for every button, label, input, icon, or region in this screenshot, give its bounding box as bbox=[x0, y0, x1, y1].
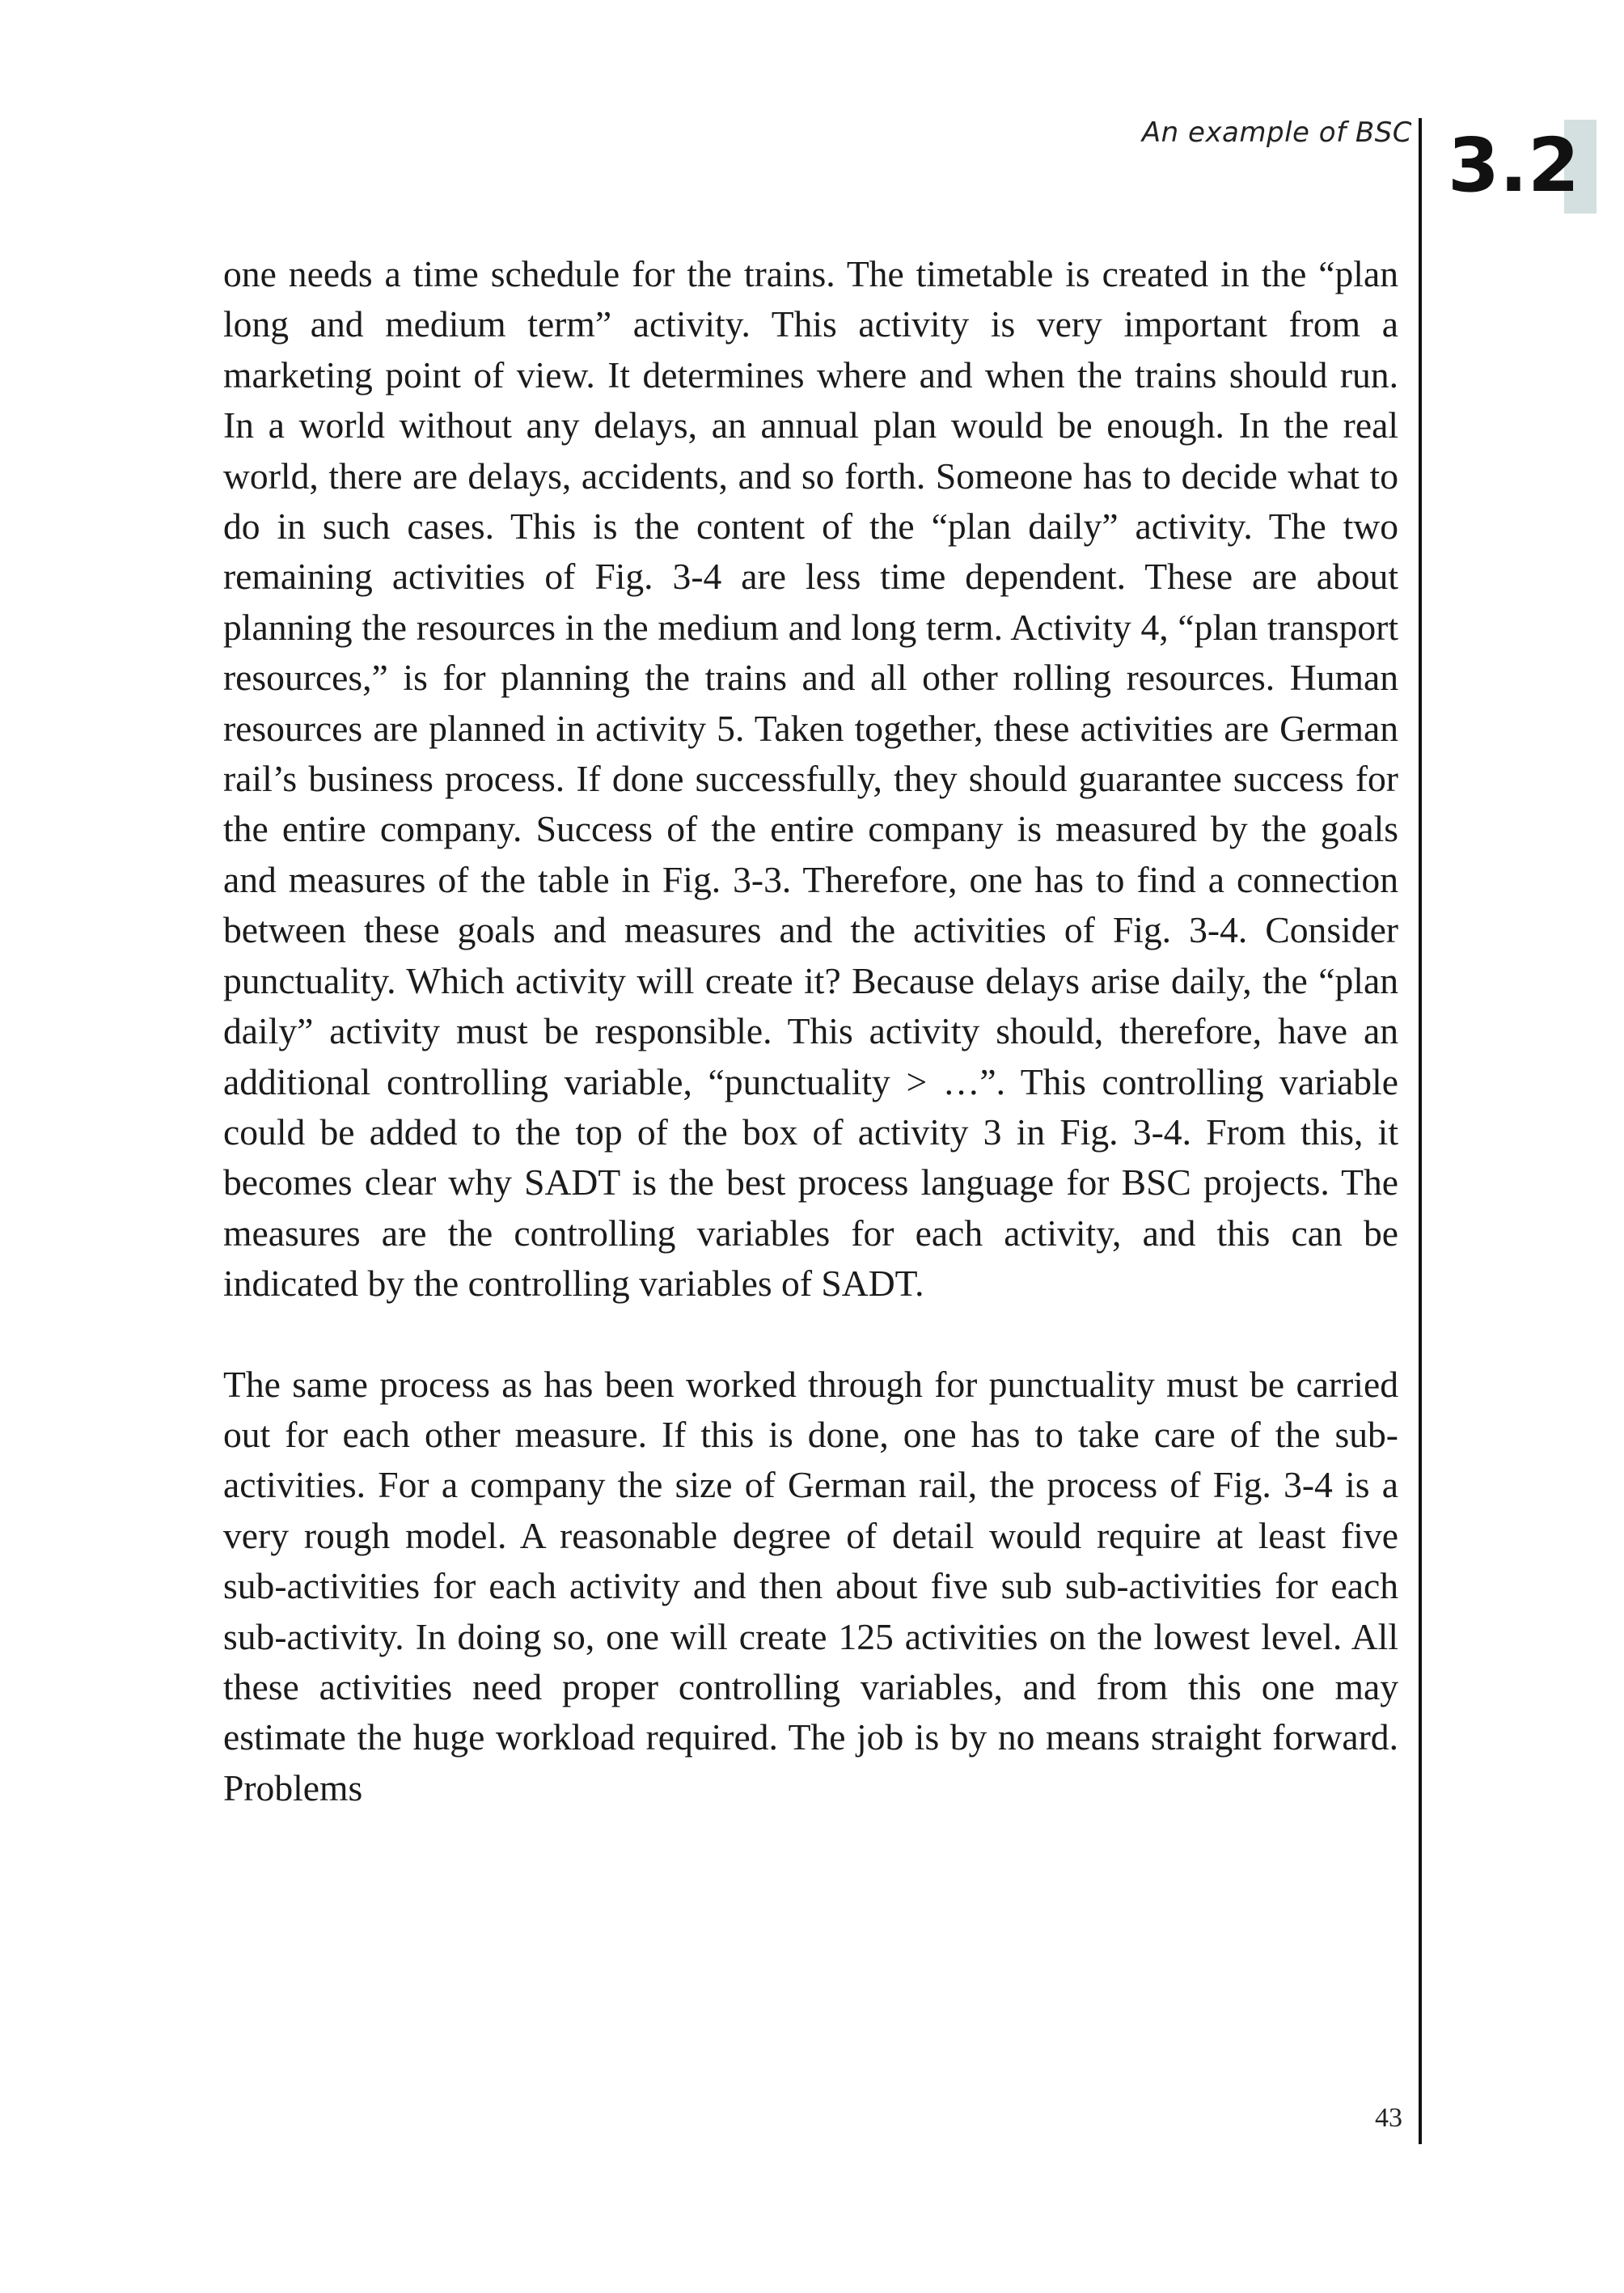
body-text bbox=[223, 249, 1398, 1813]
paragraph-2: The same process as has been worked through for punctuality must be carried out for each other measure. If this is done, one has to take care of the sub-activities. For a company the size of German rail, the process of Fig. 3-4 is a very rough model. A reasonable degree of detail would require at least five sub-activities for each activity and then about five sub sub-activities for each sub-activity. In doing so, one will create 125 activities on the lowest level. All these activities need proper controlling variables, and from this one may estimate the huge workload required. The job is by no means straight forward. Problems bbox=[223, 1363, 1398, 1809]
paragraph-1: one needs a time schedule for the trains. The timetable is created in the “plan long and medium term” activity. This activity is very important from a marketing point of view. It determines where and when the trains should run. In a world without any delays, an annual plan would be enough. In the real world, there are delays, accidents, and so forth. Someone has to decide what to do in such cases. This is the content of the “plan daily” activity. The two remaining activities of Fig. 3-4 are less time dependent. These are about planning the resources in the medium and long term. Activity 4, “plan transport resources,” is for planning the trains and all other rolling resources. Human resources are planned in activity 5. Taken together, these activities are German rail’s business process. If done successfully, they should guarantee success for the entire company. Success of the entire company is measured by the goals and measures of the table in Fig. 3-3. Therefore, one has to find a connection between these goals and measures and the activities of Fig. 3-4. Consider punctuality. Which activity will create it? Because delays arise daily, the “plan daily” activity must be responsible. This activity should, therefore, have an additional controlling variable, “punctuality > …”. This controlling variable could be added to the top of the box of activity 3 in Fig. 3-4. From this, it becomes clear why SADT is the best process language for BSC projects. The measures are the controlling variables for each activity, and this can be indicated by the controlling variables of SADT. bbox=[223, 253, 1398, 1305]
margin-rule bbox=[1419, 118, 1422, 2144]
section-number: 3.2 bbox=[1448, 122, 1580, 209]
page-number: 43 bbox=[1375, 2103, 1402, 2133]
running-header: An example of BSC bbox=[1141, 116, 1412, 149]
section-tab bbox=[1427, 120, 1605, 214]
